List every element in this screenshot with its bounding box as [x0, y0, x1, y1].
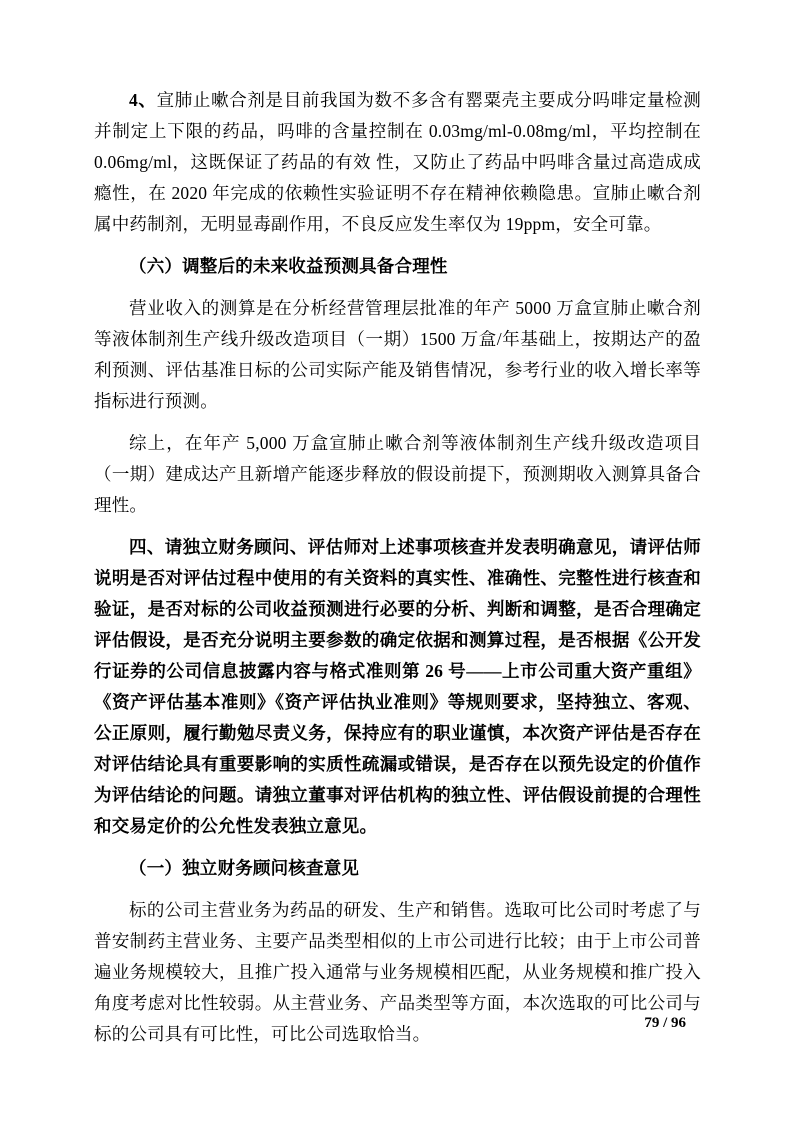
paragraph-revenue-estimation-basis: 营业收入的测算是在分析经营管理层批准的年产 5000 万盒宣肺止嗽合剂等液体制剂生产线升级改造项目（一期）1500 万盒/年基础上，按期达产的盈利预测、评估基准日标的公司实际产能及销售情况，参考行业的收入增长率等指标进行预测。 — [94, 298, 701, 411]
paragraph-item4-drug-morphine-control — [94, 85, 701, 240]
page-content — [94, 0, 701, 1061]
paragraph-comparable-company-selection: 标的公司主营业务为药品的研发、生产和销售。选取可比公司时考虑了与普安制药主营业务、主要产品类型相似的上市公司进行比较；由于上市公司普遍业务规模较大，且推广投入通常与业务规模相匹配，从业务规模和推广投入角度考虑对比性较弱。从主营业务、产品类型等方面，本次选取的可比公司与标的公司具有可比性，可比公司选取恰当。 — [94, 900, 701, 1044]
section-heading-one-advisor-opinion: （一）独立财务顾问核查意见 — [129, 858, 360, 878]
paragraph-summary-conclusion: 综上，在年产 5,000 万盒宣肺止嗽合剂等液体制剂生产线升级改造项目（一期）建成达产且新增产能逐步释放的假设前提下，预测期收入测算具备合理性。 — [94, 433, 701, 515]
paragraph-text: 宣肺止嗽合剂是目前我国为数不多含有罂粟壳主要成分吗啡定量检测并制定上下限的药品，吗啡的含量控制在 0.03mg/ml-0.08mg/ml，平均控制在 0.06mg/ml，这既保证了药品的有效 性，又防止了药品中吗啡含量过高造成成瘾性，在 2020 年完成的依赖性实验证明不存在精神依赖隐患。宣肺止嗽合剂属中药制剂，无明显毒副作用，不良反应发生率仅为 19ppm，安全可靠。 — [94, 90, 701, 234]
section-heading-six-forecast-reasonable: （六）调整后的未来收益预测具备合理性 — [129, 256, 448, 276]
list-item-number: 4、 — [129, 90, 157, 110]
paragraph-question-four-advisor-appraiser: 四、请独立财务顾问、评估师对上述事项核查并发表明确意见，请评估师说明是否对评估过程中使用的有关资料的真实性、准确性、完整性进行核查和验证，是否对标的公司收益预测进行必要的分析、判断和调整，是否合理确定评估假设，是否充分说明主要参数的确定依据和测算过程，是否根据《公开发行证券的公司信息披露内容与格式准则第 26 号——上市公司重大资产重组》《资产评估基本准则》《资产评估执业准则》等规则要求，坚持独立、客观、公正原则，履行勤勉尽责义务，保持应有的职业谨慎，本次资产评估是否存在对评估结论具有重要影响的实质性疏漏或错误，是否存在以预先设定的价值作为评估结论的问题。请独立董事对评估机构的独立性、评估假设前提的合理性和交易定价的公允性发表独立意见。 — [94, 537, 701, 836]
page-number: 79 / 96 — [644, 1015, 686, 1031]
